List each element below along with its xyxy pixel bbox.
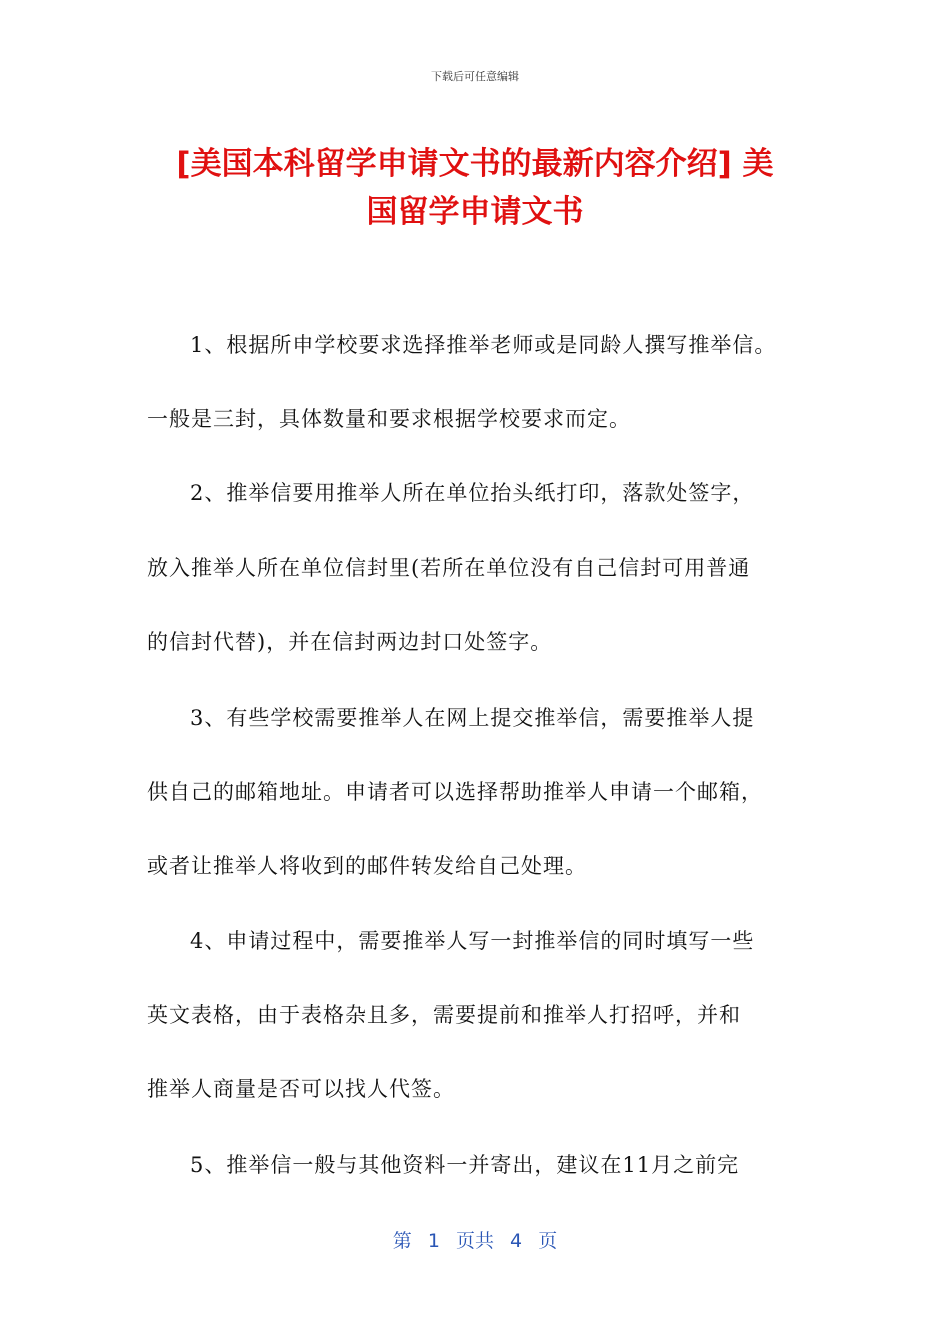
footer-page-mid: 页共 [455,1230,494,1252]
paragraph-4-line-1: 4、申请过程中，需要推举人写一封推举信的同时填写一些 [190,929,755,953]
paragraph-1-line-2: 一般是三封，具体数量和要求根据学校要求而定。 [147,407,631,431]
footer-page-suffix: 页 [538,1230,558,1252]
paragraph-2-line-2: 放入推举人所在单位信封里(若所在单位没有自己信封可用普通 [147,556,751,580]
paragraph-3-line-1: 3、有些学校需要推举人在网上提交推举信，需要推举人提 [190,706,755,730]
paragraph-1-line-1: 1、根据所申学校要求选择推举老师或是同龄人撰写推举信。 [190,333,777,357]
footer-page-total: 4 [510,1230,523,1252]
paragraph-4-line-2: 英文表格，由于表格杂且多，需要提前和推举人打招呼，并和 [147,1003,741,1027]
header-note: 下载后可任意编辑 [431,70,519,83]
paragraph-3-line-3: 或者让推举人将收到的邮件转发给自己处理。 [147,854,587,878]
footer-page-prefix: 第 [392,1230,412,1252]
page-footer [0,1226,950,1253]
title-line-2: 国留学申请文书 [366,194,584,230]
document-title [140,140,810,236]
paragraph-2-line-3: 的信封代替)，并在信封两边封口处签字。 [147,630,553,654]
title-line-1: [美国本科留学申请文书的最新内容介绍] 美 [176,146,774,182]
footer-page-number: 1 [427,1230,440,1252]
paragraph-3-line-2: 供自己的邮箱地址。申请者可以选择帮助推举人申请一个邮箱， [147,780,763,804]
paragraph-4-line-3: 推举人商量是否可以找人代签。 [147,1077,455,1101]
paragraph-2-line-1: 2、推举信要用推举人所在单位抬头纸打印，落款处签字， [190,481,755,505]
paragraph-5-line-1: 5、推举信一般与其他资料一并寄出，建议在11月之前完 [190,1153,740,1177]
